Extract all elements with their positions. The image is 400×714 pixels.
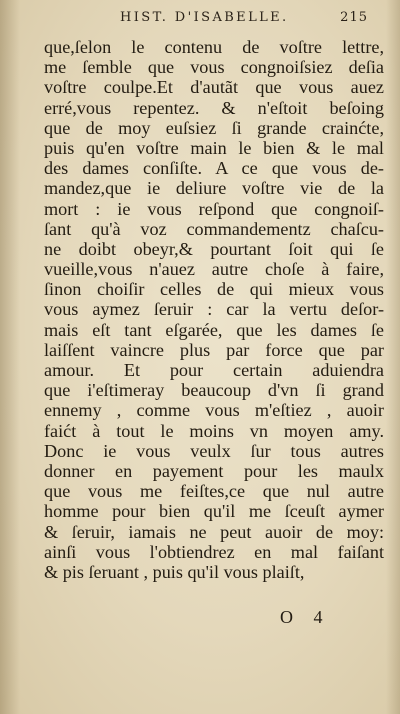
text-line: faićt à tout le moins vn moyen amy. xyxy=(44,420,384,441)
text-line: Donc ie vous veulx ſur tous autres xyxy=(44,440,384,461)
running-title: HIST. D'ISABELLE. xyxy=(120,10,289,25)
text-line: amour. Et pour certain aduiendra xyxy=(44,360,384,380)
text-line: ainſi vous l'obtiendrez en mal faiſant xyxy=(44,541,384,562)
text-line: ennemy , comme vous m'eſtiez , auoir xyxy=(44,400,384,421)
text-line: ſant qu'à voz commandementz chaſcu- xyxy=(44,218,384,239)
text-line: puis qu'en voſtre main le bien & le mal xyxy=(44,137,384,158)
text-line: que,ſelon le contenu de voſtre lettre, xyxy=(44,37,384,57)
running-head xyxy=(120,10,368,25)
text-line: donner en payement pour les maulx xyxy=(44,460,384,481)
text-line: que vous me feiſtes,ce que nul autre xyxy=(44,481,384,502)
text-line: mandez,que ie deliure voſtre vie de la xyxy=(44,178,384,199)
page-number: 215 xyxy=(340,10,368,25)
text-line: vous aymez ſeruir : car la vertu deſor- xyxy=(44,299,384,320)
text-line: ſinon choiſir celles de qui mieux vous xyxy=(44,279,384,300)
text-line: mais eſt tant eſgarée, que les dames ſe xyxy=(44,319,384,340)
text-line: & pis ſeruant , puis qu'il vous plaiſt, xyxy=(44,561,305,582)
body-text xyxy=(44,37,384,582)
text-line: laiſſent vaincre plus par force que par xyxy=(44,339,384,360)
text-line: vueille,vous n'auez autre choſe à faire, xyxy=(44,259,384,280)
text-line: me ſemble que vous congnoiſsiez deſia xyxy=(44,57,384,78)
text-line: voſtre coulpe.Et d'autãt que vous auez xyxy=(44,77,384,98)
text-line: que i'eſtimeray beaucoup d'vn ſi grand xyxy=(44,380,384,401)
text-line: que de moy euſsiez ſi grande crainćte, xyxy=(44,117,384,138)
signature-mark: O 4 xyxy=(280,607,331,627)
text-line: des dames conſiſte. A ce que vous de- xyxy=(44,158,384,179)
text-line: homme pour bien qu'il me ſceuſt aymer xyxy=(44,501,384,522)
text-line: & ſeruir, iamais ne peut auoir de moy: xyxy=(44,521,384,542)
text-line: mort : ie vous reſpond que congnoiſ- xyxy=(44,198,384,219)
text-line: ne doibt obeyr,& pourtant ſoit qui ſe xyxy=(44,238,384,259)
text-line: erré,vous repentez. & n'eſtoit beſoing xyxy=(44,97,384,118)
